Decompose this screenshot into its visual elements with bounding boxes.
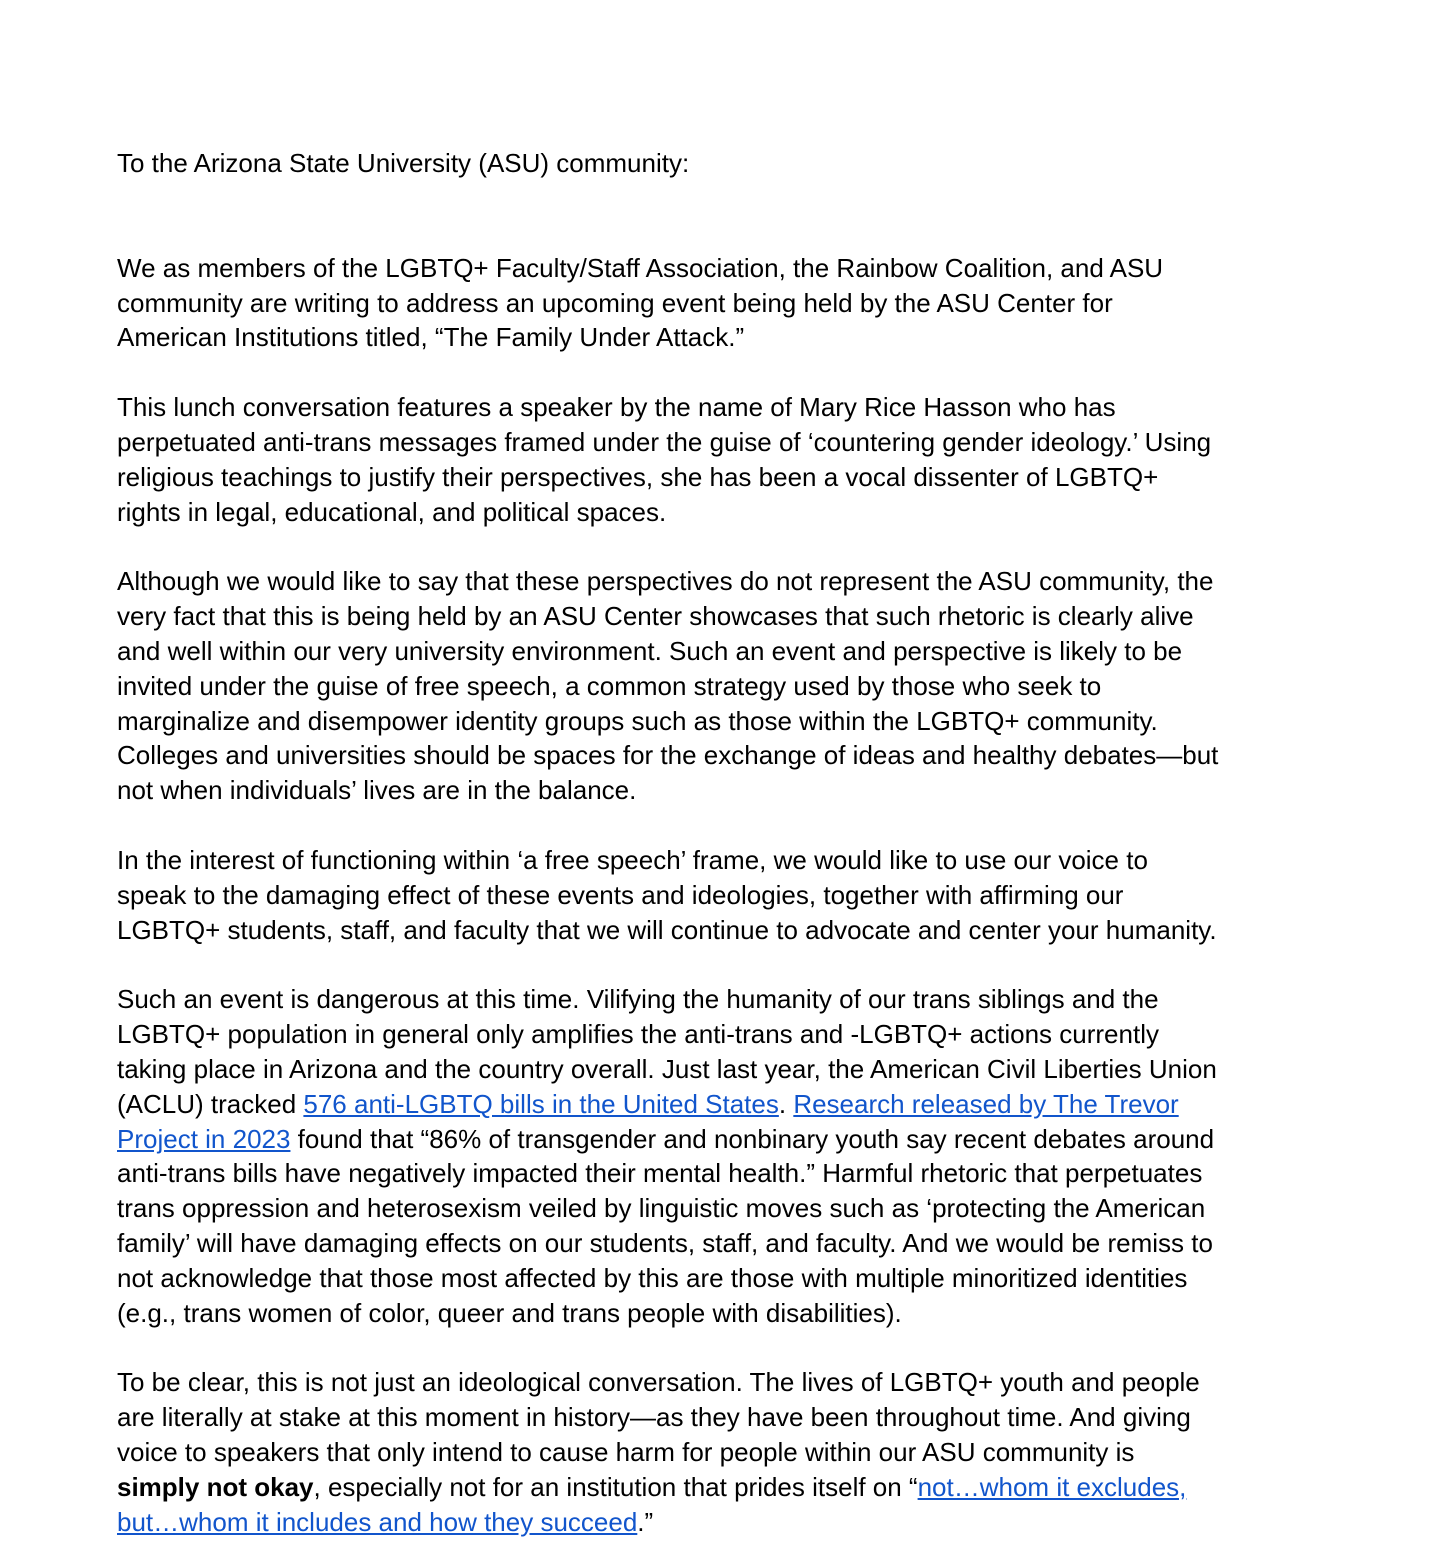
- text-fragment: .: [778, 1088, 794, 1119]
- text-line: Such an event is dangerous at this time. Vilifying the humanity of our trans siblings and the: [117, 984, 1159, 1015]
- paragraph-perspectives: [117, 564, 1317, 808]
- text-line: American Institutions titled, “The Family Under Attack.”: [117, 322, 745, 353]
- text-line: community are writing to address an upcoming event being held by the ASU Center for: [117, 287, 1113, 318]
- text-line: invited under the guise of free speech, a common strategy used by those who seek to: [117, 670, 1102, 701]
- emphasis-text: simply not okay: [117, 1471, 314, 1502]
- paragraph-danger: [117, 982, 1317, 1330]
- text-fragment: , especially not for an institution that prides itself on “: [313, 1471, 918, 1502]
- letter-body: [117, 146, 1317, 1539]
- text-line: Although we would like to say that these perspectives do not represent the ASU community, the: [117, 566, 1214, 597]
- text-line: trans oppression and heterosexism veiled by linguistic moves such as ‘protecting the American: [117, 1193, 1206, 1224]
- asu-charter-link-continued[interactable]: but…whom it includes and how they succeed: [117, 1506, 638, 1537]
- text-line: [117, 1505, 1317, 1540]
- text-line: voice to speakers that only intend to cause harm for people within our ASU community is: [117, 1436, 1135, 1467]
- text-line: religious teachings to justify their perspectives, she has been a vocal dissenter of LGBTQ+: [117, 461, 1159, 492]
- text-line: In the interest of functioning within ‘a free speech’ frame, we would like to use our voice to: [117, 844, 1148, 875]
- text-line: perpetuated anti-trans messages framed under the guise of ‘countering gender ideology.’ Using: [117, 426, 1212, 457]
- text-line: not acknowledge that those most affected by this are those with multiple minoritized identities: [117, 1262, 1188, 1293]
- text-line: [117, 1087, 1317, 1122]
- text-fragment: (ACLU) tracked: [117, 1088, 304, 1119]
- text-fragment: .”: [637, 1506, 654, 1537]
- text-fragment: found that “86% of transgender and nonbinary youth say recent debates around: [290, 1123, 1215, 1154]
- aclu-bills-link[interactable]: 576 anti-LGBTQ bills in the United States: [303, 1088, 779, 1119]
- paragraph-speaker: [117, 390, 1317, 529]
- text-line: Colleges and universities should be spaces for the exchange of ideas and healthy debates—but: [117, 740, 1219, 771]
- text-line: family’ will have damaging effects on our students, staff, and faculty. And we would be remiss to: [117, 1227, 1213, 1258]
- text-line: [117, 1470, 1317, 1505]
- paragraph-free-speech: [117, 843, 1317, 947]
- text-line: very fact that this is being held by an ASU Center showcases that such rhetoric is clearly alive: [117, 601, 1194, 632]
- text-line: rights in legal, educational, and political spaces.: [117, 496, 667, 527]
- text-line: anti-trans bills have negatively impacted their mental health.” Harmful rhetoric that perpetuates: [117, 1158, 1203, 1189]
- text-line: taking place in Arizona and the country overall. Just last year, the American Civil Liberties Union: [117, 1053, 1217, 1084]
- text-line: marginalize and disempower identity groups such as those within the LGBTQ+ community.: [117, 705, 1158, 736]
- text-line: To be clear, this is not just an ideological conversation. The lives of LGBTQ+ youth and people: [117, 1367, 1200, 1398]
- salutation: To the Arizona State University (ASU) community:: [117, 148, 690, 178]
- text-line: not when individuals’ lives are in the balance.: [117, 775, 637, 806]
- text-line: (e.g., trans women of color, queer and trans people with disabilities).: [117, 1297, 902, 1328]
- text-line: This lunch conversation features a speaker by the name of Mary Rice Hasson who has: [117, 392, 1116, 423]
- paragraph-conclusion: [117, 1365, 1317, 1539]
- text-line: speak to the damaging effect of these events and ideologies, together with affirming our: [117, 879, 1124, 910]
- text-line: are literally at stake at this moment in history—as they have been throughout time. And giving: [117, 1402, 1191, 1433]
- text-line: LGBTQ+ students, staff, and faculty that we will continue to advocate and center your humanity.: [117, 914, 1217, 945]
- text-line: and well within our very university environment. Such an event and perspective is likely to be: [117, 635, 1183, 666]
- text-line: [117, 1122, 1317, 1157]
- trevor-project-link-continued[interactable]: Project in 2023: [117, 1123, 291, 1154]
- trevor-project-link[interactable]: Research released by The Trevor: [793, 1088, 1179, 1119]
- paragraph-intro: [117, 251, 1317, 355]
- text-line: We as members of the LGBTQ+ Faculty/Staff Association, the Rainbow Coalition, and ASU: [117, 252, 1164, 283]
- text-line: LGBTQ+ population in general only amplifies the anti-trans and -LGBTQ+ actions currently: [117, 1019, 1159, 1050]
- asu-charter-link[interactable]: not…whom it excludes,: [917, 1471, 1187, 1502]
